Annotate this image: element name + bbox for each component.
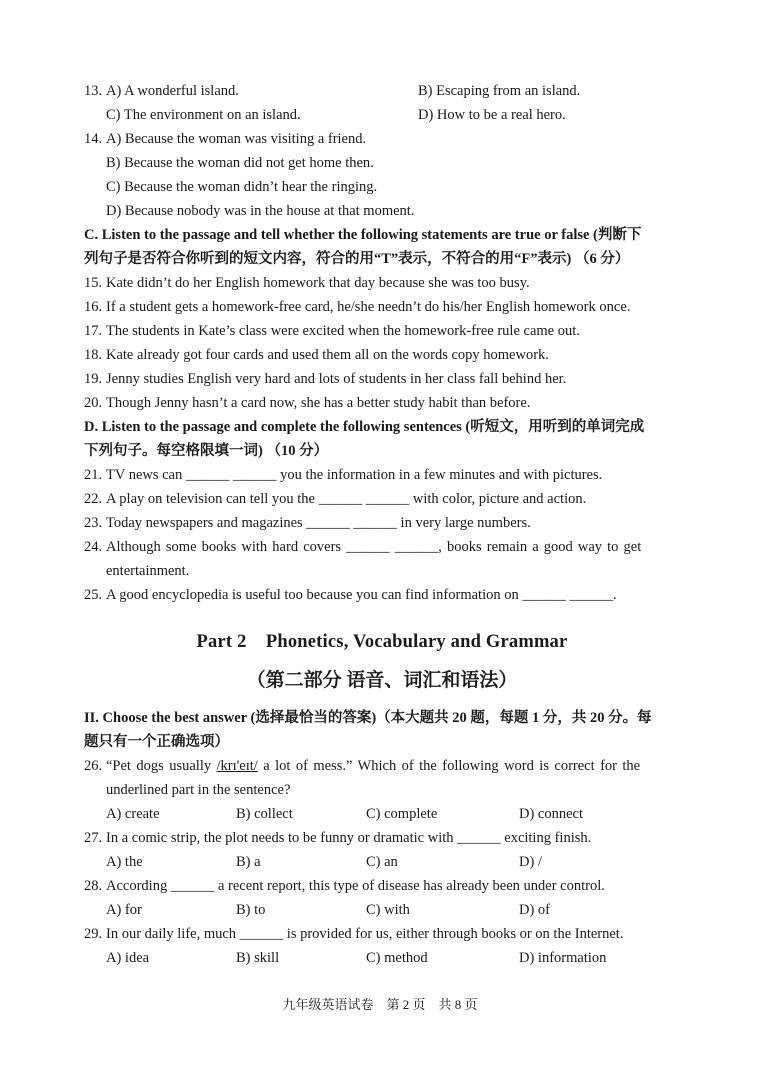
question-number: 23.	[84, 515, 103, 531]
question-13-options-cd	[84, 103, 680, 127]
question-28	[84, 874, 680, 898]
sentence-text: TV news can ______ ______ you the information in a few minutes and with pictures.	[106, 467, 603, 483]
option-a: A) Because the woman was visiting a friend.	[106, 131, 367, 147]
section-ii-line2: 题只有一个正确选项）	[84, 734, 229, 750]
sentence-text: Although some books with hard covers ______ ______, books remain a good way to get	[106, 539, 642, 555]
question-number: 13.	[84, 83, 103, 99]
option-b: B) Escaping from an island.	[418, 83, 581, 99]
section-d-heading	[84, 415, 680, 463]
fill-item	[84, 511, 680, 535]
question-27	[84, 826, 680, 850]
sentence-text: Today newspapers and magazines ______ ______ in very large numbers.	[106, 515, 531, 531]
question-stem: In a comic strip, the plot needs to be funny or dramatic with ______ exciting finish.	[106, 830, 592, 846]
question-number: 28.	[84, 878, 103, 894]
question-number: 16.	[84, 299, 103, 315]
option-text: B) Because the woman did not get home then.	[106, 155, 374, 171]
question-stem: In our daily life, much ______ is provided for us, either through books or on the Internet.	[106, 926, 624, 942]
section-c-line1: C. Listen to the passage and tell whether the following statements are true or false (判断下	[84, 227, 642, 243]
question-26-options	[84, 802, 680, 826]
section-ii-heading	[84, 706, 680, 754]
question-number: 29.	[84, 926, 103, 942]
option-a: A) idea	[106, 950, 150, 966]
phonetic-underlined: /krɪ'eɪt/	[216, 758, 258, 774]
option-d: D) How to be a real hero.	[418, 107, 566, 123]
option-a: A) the	[106, 854, 143, 870]
option-c: C) method	[366, 950, 428, 966]
fill-item-continuation	[84, 559, 680, 583]
option-c	[84, 175, 680, 199]
option-a: A) for	[106, 902, 142, 918]
question-number: 19.	[84, 371, 103, 387]
tf-item	[84, 295, 680, 319]
option-d: D) /	[519, 854, 542, 870]
fill-item	[84, 487, 680, 511]
option-c: C) with	[366, 902, 410, 918]
sentence-text: A good encyclopedia is useful too because you can find information on ______ ______.	[106, 587, 617, 603]
question-number: 18.	[84, 347, 103, 363]
option-d	[84, 199, 680, 223]
option-d: D) of	[519, 902, 551, 918]
option-c: C) an	[366, 854, 398, 870]
option-d: D) information	[519, 950, 607, 966]
option-text: D) Because nobody was in the house at that moment.	[106, 203, 415, 219]
question-stem	[106, 754, 640, 778]
statement-text: The students in Kate’s class were excited when the homework-free rule came out.	[106, 323, 580, 339]
question-29-options	[84, 946, 680, 970]
option-b: B) collect	[236, 806, 293, 822]
question-28-options	[84, 898, 680, 922]
part-subtitle: （第二部分 语音、词汇和语法）	[246, 670, 518, 691]
question-number: 27.	[84, 830, 103, 846]
fill-item	[84, 583, 680, 607]
option-b	[84, 151, 680, 175]
tf-item	[84, 319, 680, 343]
tf-item	[84, 367, 680, 391]
question-number: 21.	[84, 467, 103, 483]
question-13	[84, 79, 680, 103]
stem-text: a lot of mess.” Which of the following word is correct for the	[257, 758, 641, 774]
tf-item	[84, 391, 680, 415]
option-a: A) A wonderful island.	[106, 83, 239, 99]
statement-text: If a student gets a homework-free card, he/she needn’t do his/her English homework once.	[106, 299, 631, 315]
statement-text: Kate already got four cards and used them all on the words copy homework.	[106, 347, 549, 363]
question-number: 17.	[84, 323, 103, 339]
option-b: B) skill	[236, 950, 280, 966]
option-d: D) connect	[519, 806, 584, 822]
question-number: 14.	[84, 131, 103, 147]
option-text: C) Because the woman didn’t hear the ringing.	[106, 179, 378, 195]
section-c-heading	[84, 223, 680, 271]
section-d-line1: D. Listen to the passage and complete the following sentences (听短文，用听到的单词完成	[84, 419, 645, 435]
fill-item	[84, 535, 680, 559]
part-title: Part 2 Phonetics, Vocabulary and Grammar	[196, 632, 568, 652]
question-26	[84, 754, 680, 778]
question-number: 15.	[84, 275, 103, 291]
stem-text: “Pet dogs usually	[106, 758, 217, 774]
option-a: A) create	[106, 806, 160, 822]
section-ii-line1: II. Choose the best answer (选择最恰当的答案)（本大题共 20 题，每题 1 分，共 20 分。每	[84, 710, 652, 726]
tf-item	[84, 343, 680, 367]
option-b: B) to	[236, 902, 266, 918]
option-c: C) complete	[366, 806, 438, 822]
question-stem: According ______ a recent report, this type of disease has already been under control.	[106, 878, 605, 894]
stem-text: underlined part in the sentence?	[106, 782, 291, 798]
question-29	[84, 922, 680, 946]
question-14	[84, 127, 680, 151]
section-c-line2: 列句子是否符合你听到的短文内容，符合的用“T”表示，不符合的用“F”表示) （6 分）	[84, 251, 630, 267]
question-26-continuation	[84, 778, 680, 802]
statement-text: Though Jenny hasn’t a card now, she has a better study habit than before.	[106, 395, 531, 411]
option-c: C) The environment on an island.	[106, 107, 301, 123]
question-number: 22.	[84, 491, 103, 507]
question-number: 24.	[84, 539, 103, 555]
fill-item	[84, 463, 680, 487]
option-b: B) a	[236, 854, 261, 870]
question-27-options	[84, 850, 680, 874]
sentence-text: entertainment.	[106, 563, 190, 579]
tf-item	[84, 271, 680, 295]
exam-page	[84, 79, 680, 970]
sentence-text: A play on television can tell you the ______ ______ with color, picture and action.	[106, 491, 587, 507]
statement-text: Jenny studies English very hard and lots of students in her class fall behind her.	[106, 371, 567, 387]
question-number: 20.	[84, 395, 103, 411]
page-footer: 九年级英语试卷 第 2 页 共 8 页	[282, 997, 478, 1012]
section-d-line2: 下列句子。每空格限填一词) （10 分）	[84, 443, 329, 459]
question-number: 26.	[84, 758, 103, 774]
statement-text: Kate didn’t do her English homework that day because she was too busy.	[106, 275, 530, 291]
question-number: 25.	[84, 587, 103, 603]
